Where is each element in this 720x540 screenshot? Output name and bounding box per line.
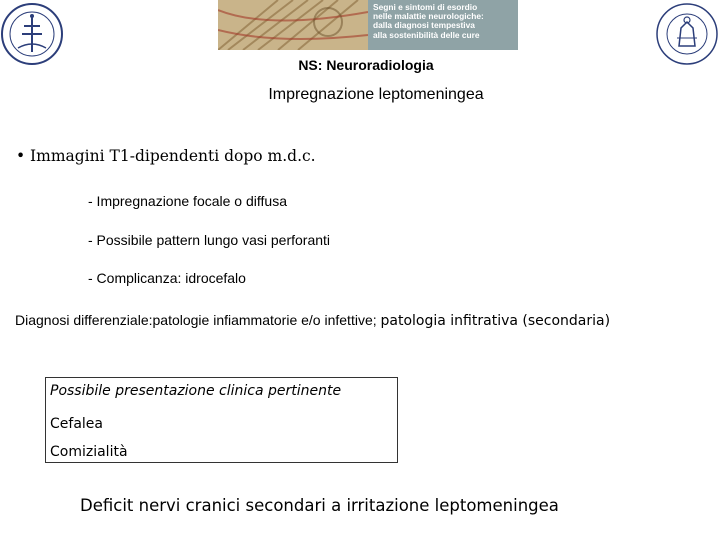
clinical-box-heading: Possibile presentazione clinica pertinente bbox=[50, 383, 342, 399]
differential-diagnosis bbox=[15, 312, 610, 329]
banner-artwork bbox=[218, 0, 368, 50]
footer-statement: Deficit nervi cranici secondari a irritazione leptomeningea bbox=[80, 496, 559, 515]
clinical-box-item: Cefalea bbox=[50, 416, 103, 432]
sub-item: - Possibile pattern lungo vasi perforanti bbox=[88, 232, 331, 248]
differential-part-a: Diagnosi differenziale:patologie infiammatorie e/o infettive; bbox=[15, 312, 381, 328]
sub-item: - Impregnazione focale o diffusa bbox=[88, 193, 287, 209]
banner-line: Segni e sintomi di esordio bbox=[373, 2, 478, 12]
differential-part-b: patologia infitrativa (secondaria) bbox=[380, 313, 611, 329]
bullet-text: Immagini T1-dipendenti dopo m.d.c. bbox=[30, 147, 316, 165]
banner-line: nelle malattie neurologiche: bbox=[373, 11, 484, 22]
banner-line: dalla diagnosi tempestiva bbox=[373, 20, 475, 31]
banner-text-panel bbox=[368, 0, 518, 50]
clinical-box-item: Comizialità bbox=[50, 444, 128, 460]
section-label: NS: Neuroradiologia bbox=[298, 57, 434, 73]
banner-line: alla sostenibilità delle cure bbox=[373, 29, 480, 40]
sub-item: - Complicanza: idrocefalo bbox=[88, 270, 246, 286]
slide-title: Impregnazione leptomeningea bbox=[268, 86, 484, 103]
conference-banner bbox=[218, 0, 518, 50]
clinical-presentation-box bbox=[45, 377, 398, 463]
bullet-symbol: • bbox=[16, 147, 26, 165]
bullet-item bbox=[16, 147, 316, 165]
